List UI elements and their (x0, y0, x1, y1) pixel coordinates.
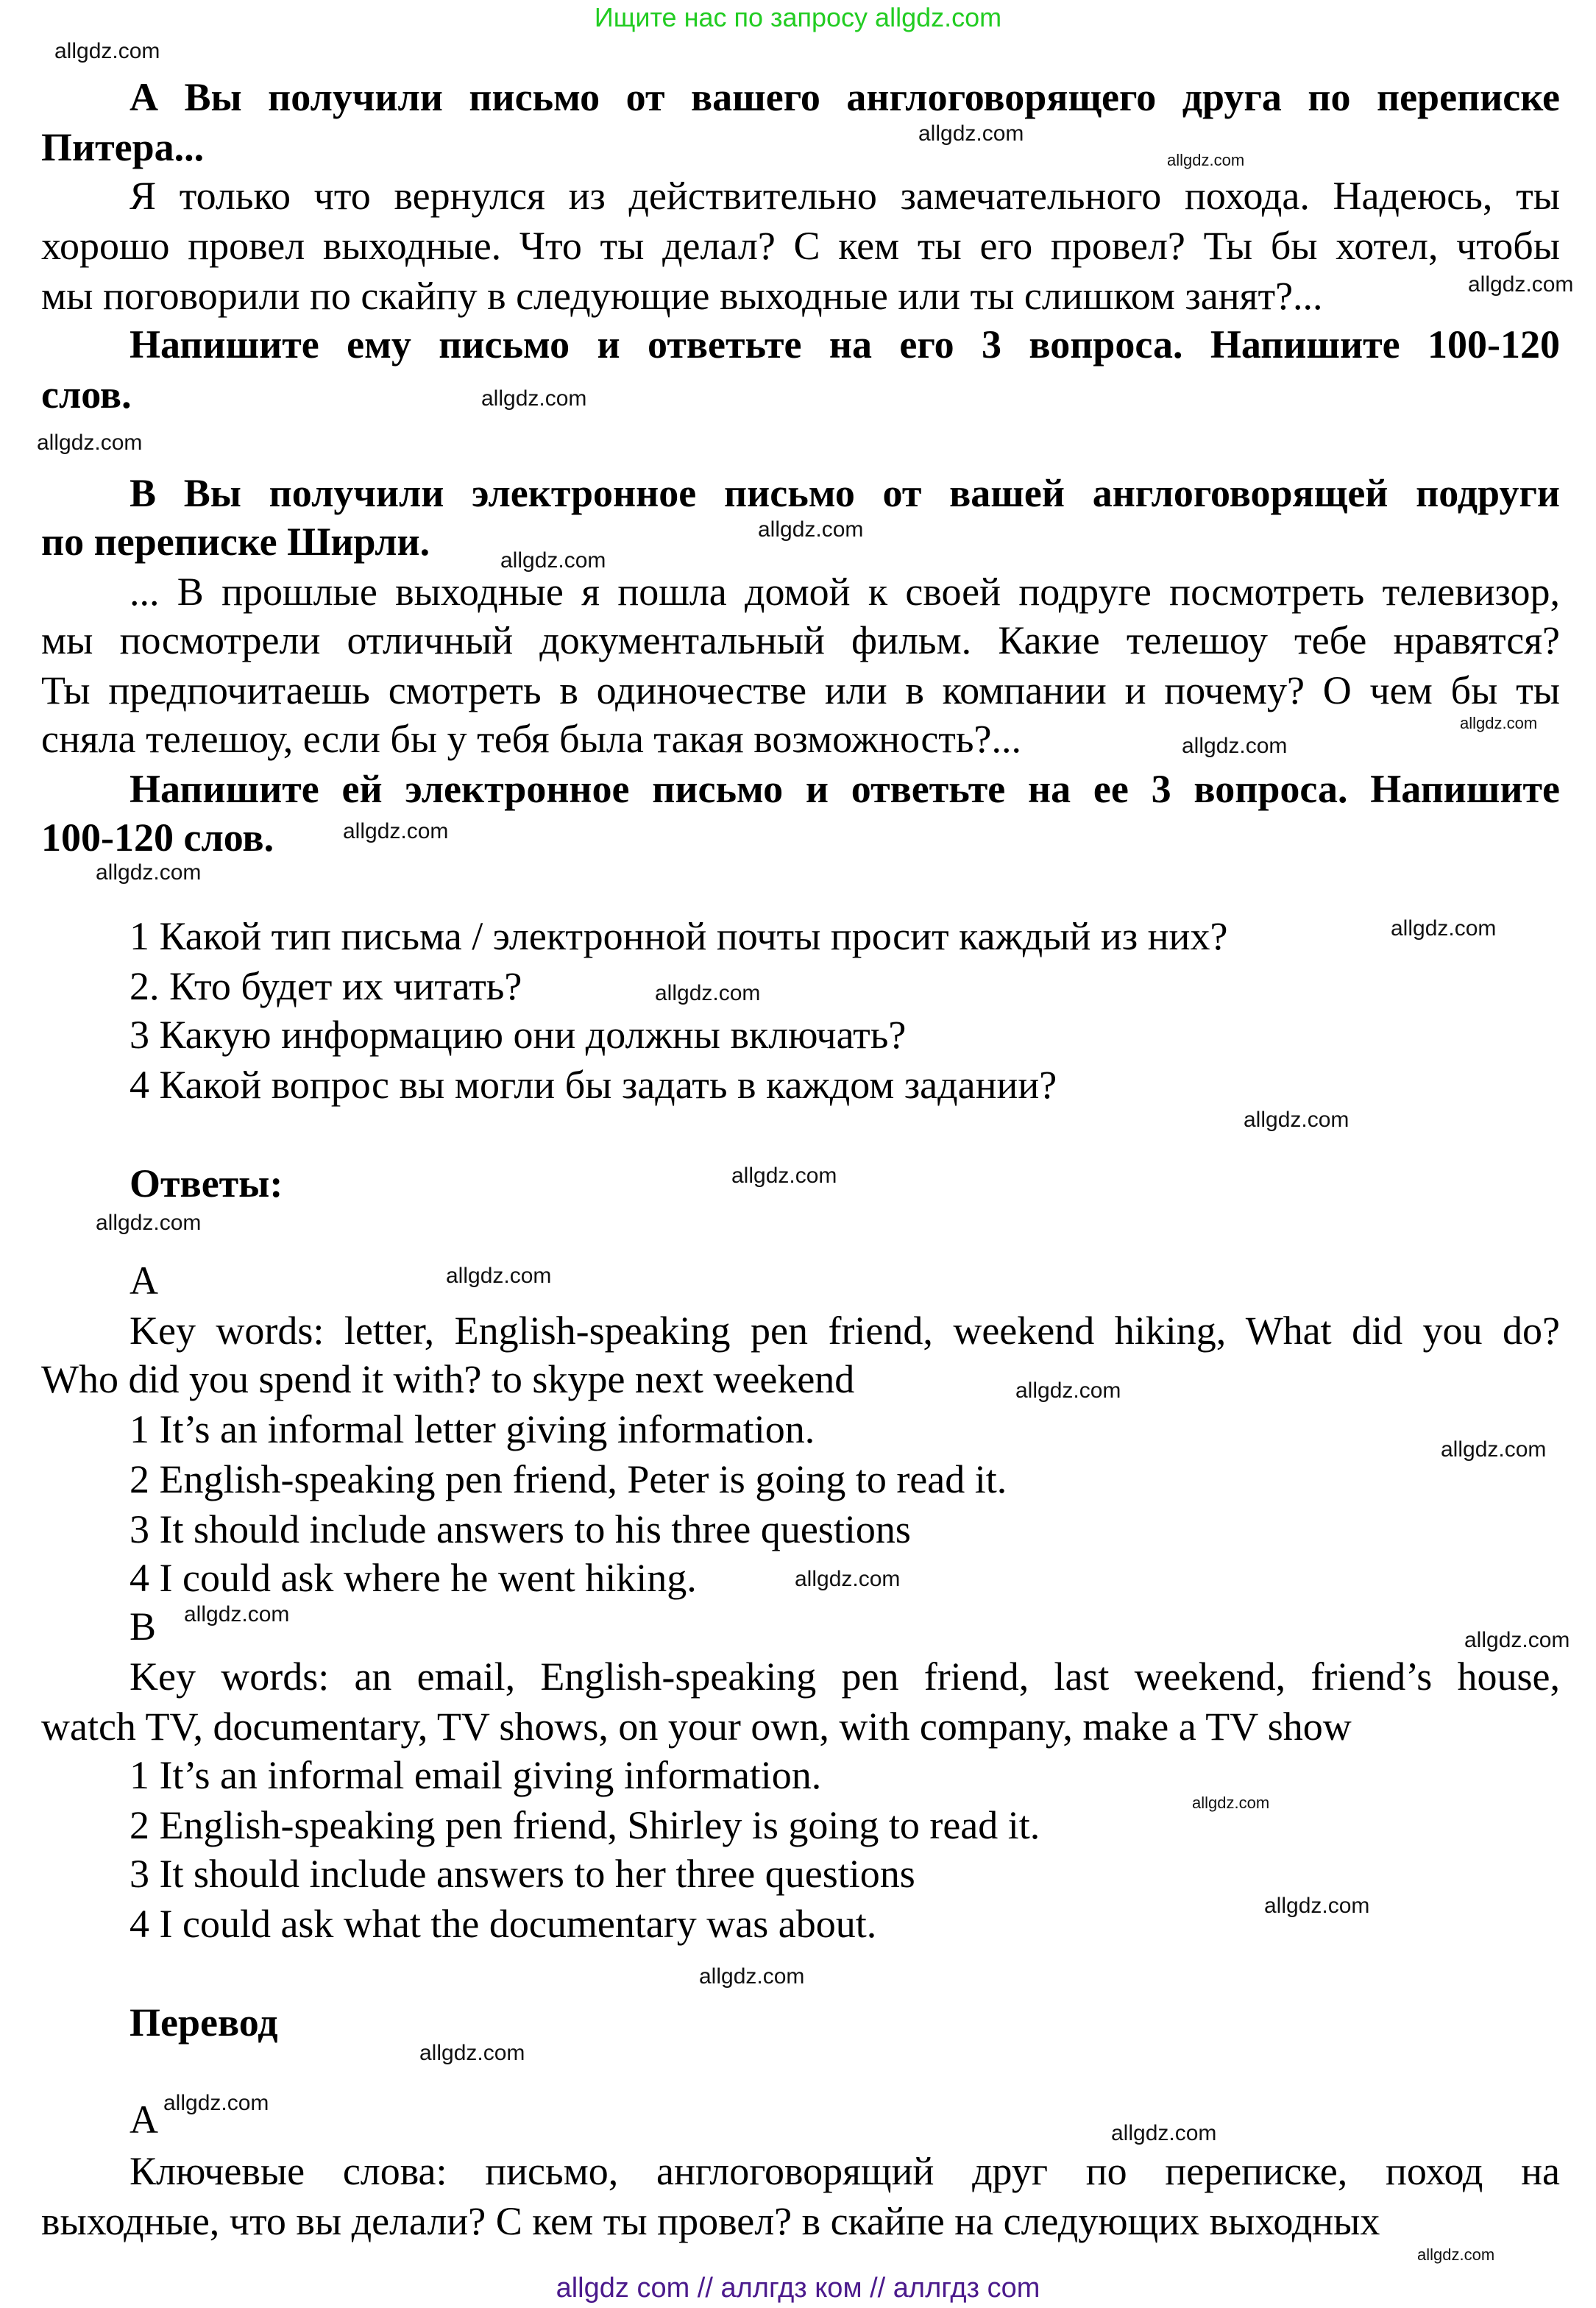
watermark: allgdz.com (1264, 1894, 1370, 1918)
watermark: allgdz.com (500, 548, 606, 573)
question-item: 2. Кто будет их читать? (130, 964, 522, 1008)
task-b-letter-line: сняла телешоу, если бы у тебя была такая возможность?... (41, 717, 1021, 761)
footer-links[interactable]: allgdz com // аллгдз ком // аллгдз com (556, 2273, 1040, 2304)
watermark: allgdz.com (918, 121, 1024, 146)
answer-b-keywords-line: Key words: an email, English-speaking pen friend, last weekend, friend’s house, (130, 1654, 1560, 1699)
task-b-title-line: по переписке Ширли. (41, 520, 430, 564)
watermark: allgdz.com (1460, 714, 1538, 732)
watermark: allgdz.com (1182, 734, 1288, 758)
task-a-letter-line: хорошо провел выходные. Что ты делал? С кем ты его провел? Ты бы хотел, чтобы (41, 224, 1560, 268)
translation-a-label: A (130, 2098, 158, 2142)
watermark: allgdz.com (37, 431, 143, 455)
task-b-letter-line: мы посмотрели отличный документальный фильм. Какие телешоу тебе нравятся? (41, 618, 1560, 662)
translation-a-keywords-line: Ключевые слова: письмо, англоговорящий друг по переписке, поход на (130, 2149, 1560, 2193)
task-a-title-line: Питера... (41, 125, 205, 169)
watermark: allgdz.com (343, 819, 449, 843)
task-b-title-line: В Вы получили электронное письмо от вашей англоговорящей подруги (130, 471, 1560, 515)
watermark: allgdz.com (731, 1164, 837, 1188)
watermark: allgdz.com (1441, 1437, 1547, 1462)
watermark: allgdz.com (1391, 916, 1497, 941)
question-item: 4 Какой вопрос вы могли бы задать в каждом задании? (130, 1063, 1057, 1107)
task-b-letter-line: ... В прошлые выходные я пошла домой к своей подруге посмотреть телевизор, (130, 570, 1560, 614)
task-a-letter-line: Я только что вернулся из действительно замечательного похода. Надеюсь, ты (130, 174, 1560, 218)
watermark: allgdz.com (1244, 1108, 1349, 1132)
search-banner[interactable]: Ищите нас по запросу allgdz.com (594, 2, 1002, 32)
watermark: allgdz.com (1192, 1794, 1270, 1812)
translation-a-keywords-line: выходные, что вы делали? С кем ты провел? в скайпе на следующих выходных (41, 2199, 1380, 2243)
translation-heading: Перевод (130, 2000, 278, 2045)
answer-b-item: 2 English-speaking pen friend, Shirley is going to read it. (130, 1803, 1040, 1847)
watermark: allgdz.com (758, 517, 864, 542)
watermark: allgdz.com (655, 981, 761, 1005)
watermark: allgdz.com (1464, 1628, 1570, 1652)
task-b-instruction-line: Напишите ей электронное письмо и ответьте на ее 3 вопроса. Напишите (130, 767, 1560, 811)
question-item: 3 Какую информацию они должны включать? (130, 1013, 907, 1057)
task-b-letter-line: Ты предпочитаешь смотреть в одиночестве или в компании и почему? О чем бы ты (41, 668, 1560, 712)
watermark: allgdz.com (184, 1602, 290, 1626)
answer-a-keywords-line: Who did you spend it with? to skype next weekend (41, 1357, 855, 1401)
watermark: allgdz.com (1167, 151, 1245, 169)
task-a-instruction-line: слов. (41, 372, 132, 417)
watermark: allgdz.com (1015, 1378, 1121, 1403)
watermark: allgdz.com (96, 860, 202, 885)
answer-a-item: 3 It should include answers to his three questions (130, 1507, 911, 1551)
watermark: allgdz.com (96, 1211, 202, 1235)
task-b-instruction-line: 100-120 слов. (41, 815, 274, 860)
answer-b-item: 4 I could ask what the documentary was about. (130, 1902, 877, 1946)
watermark: allgdz.com (163, 2091, 269, 2115)
question-item: 1 Какой тип письма / электронной почты просит каждый из них? (130, 914, 1228, 958)
answers-heading: Ответы: (130, 1161, 283, 1206)
answer-b-keywords-line: watch TV, documentary, TV shows, on your own, with company, make a TV show (41, 1705, 1352, 1749)
answer-a-item: 4 I could ask where he went hiking. (130, 1556, 697, 1600)
watermark: allgdz.com (54, 39, 160, 63)
answer-a-keywords-line: Key words: letter, English-speaking pen friend, weekend hiking, What did you do? (130, 1309, 1560, 1353)
watermark: allgdz.com (1111, 2121, 1217, 2145)
watermark: allgdz.com (419, 2041, 525, 2065)
watermark: allgdz.com (446, 1264, 552, 1288)
watermark: allgdz.com (795, 1567, 901, 1591)
answer-a-label: A (130, 1259, 158, 1303)
task-a-letter-line: мы поговорили по скайпу в следующие выходные или ты слишком занят?... (41, 274, 1323, 318)
answer-b-item: 1 It’s an informal email giving information. (130, 1753, 822, 1797)
watermark: allgdz.com (481, 386, 587, 411)
watermark: allgdz.com (1468, 272, 1574, 297)
answer-a-item: 2 English-speaking pen friend, Peter is going to read it. (130, 1457, 1007, 1501)
watermark: allgdz.com (1417, 2245, 1495, 2264)
answer-a-item: 1 It’s an informal letter giving information. (130, 1407, 815, 1451)
answer-b-label: B (130, 1604, 157, 1649)
answer-b-item: 3 It should include answers to her three questions (130, 1852, 915, 1896)
task-a-instruction-line: Напишите ему письмо и ответьте на его 3 вопроса. Напишите 100-120 (130, 322, 1560, 367)
watermark: allgdz.com (699, 1964, 805, 1989)
task-a-title-line: А Вы получили письмо от вашего англоговорящего друга по переписке (130, 75, 1560, 119)
